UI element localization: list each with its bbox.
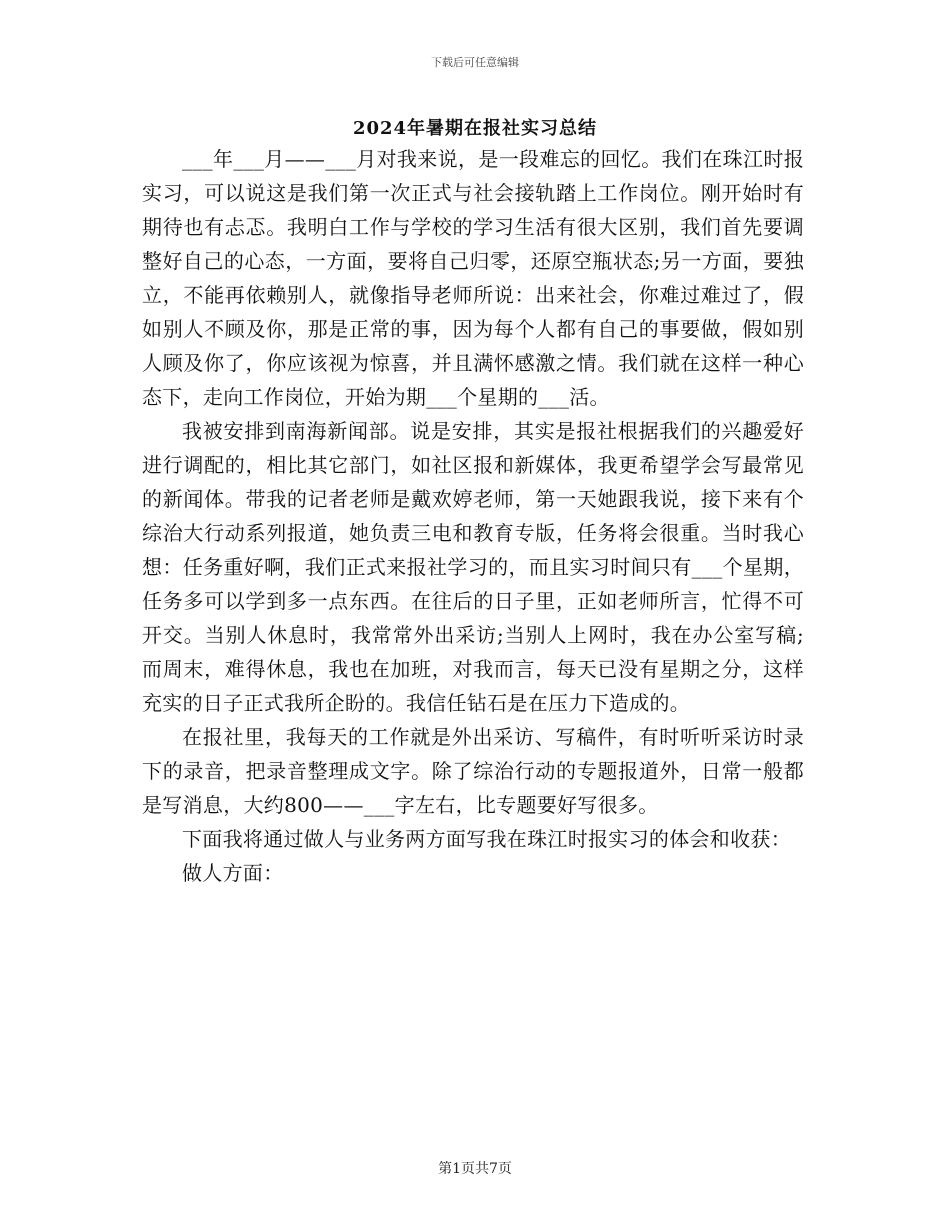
document-title: 2024年暑期在报社实习总结 xyxy=(352,118,598,139)
paragraph-1: ___年___月——___月对我来说，是一段难忘的回忆。我们在珠江时报实习，可以说这是我们第一次正式与社会接轨踏上工作岗位。刚开始时有期待也有忐忑。我明白工作与学校的学习生活有很大区别，我们首先要调整好自己的心态，一方面，要将自己归零，还原空瓶状态;另一方面，要独立，不能再依赖别人，就像指导老师所说：出来社会，你难过难过了，假如别人不顾及你，那是正常的事，因为每个人都有自己的事要做，假如别人顾及你了，你应该视为惊喜，并且满怀感激之情。我们就在这样一种心态下，走向工作岗位，开始为期___个星期的___活。 xyxy=(142,147,804,409)
page-number: 第1页共7页 xyxy=(438,1161,512,1177)
document-body xyxy=(142,142,804,890)
paragraph-2: 我被安排到南海新闻部。说是安排，其实是报社根据我们的兴趣爱好进行调配的，相比其它部门，如社区报和新媒体，我更希望学会写最常见的新闻体。带我的记者老师是戴欢婷老师，第一天她跟我说，接下来有个综治大行动系列报道，她负责三电和教育专版，任务将会很重。当时我心想：任务重好啊，我们正式来报社学习的，而且实习时间只有___个星期，任务多可以学到多一点东西。在往后的日子里，正如老师所言，忙得不可开交。当别人休息时，我常常外出采访;当别人上网时，我在办公室写稿;而周末，难得休息，我也在加班，对我而言，每天已没有星期之分，这样充实的日子正式我所企盼的。我信任钻石是在压力下造成的。 xyxy=(142,419,804,715)
header-note: 下载后可任意编辑 xyxy=(431,56,519,69)
paragraph-4: 下面我将通过做人与业务两方面写我在珠江时报实习的体会和收获： xyxy=(182,827,791,851)
paragraph-3: 在报社里，我每天的工作就是外出采访、写稿件，有时听听采访时录下的录音，把录音整理成文字。除了综治行动的专题报道外，日常一般都是写消息，大约800——___字左右，比专题要好写很多。 xyxy=(142,725,804,817)
paragraph-5: 做人方面： xyxy=(182,861,284,885)
